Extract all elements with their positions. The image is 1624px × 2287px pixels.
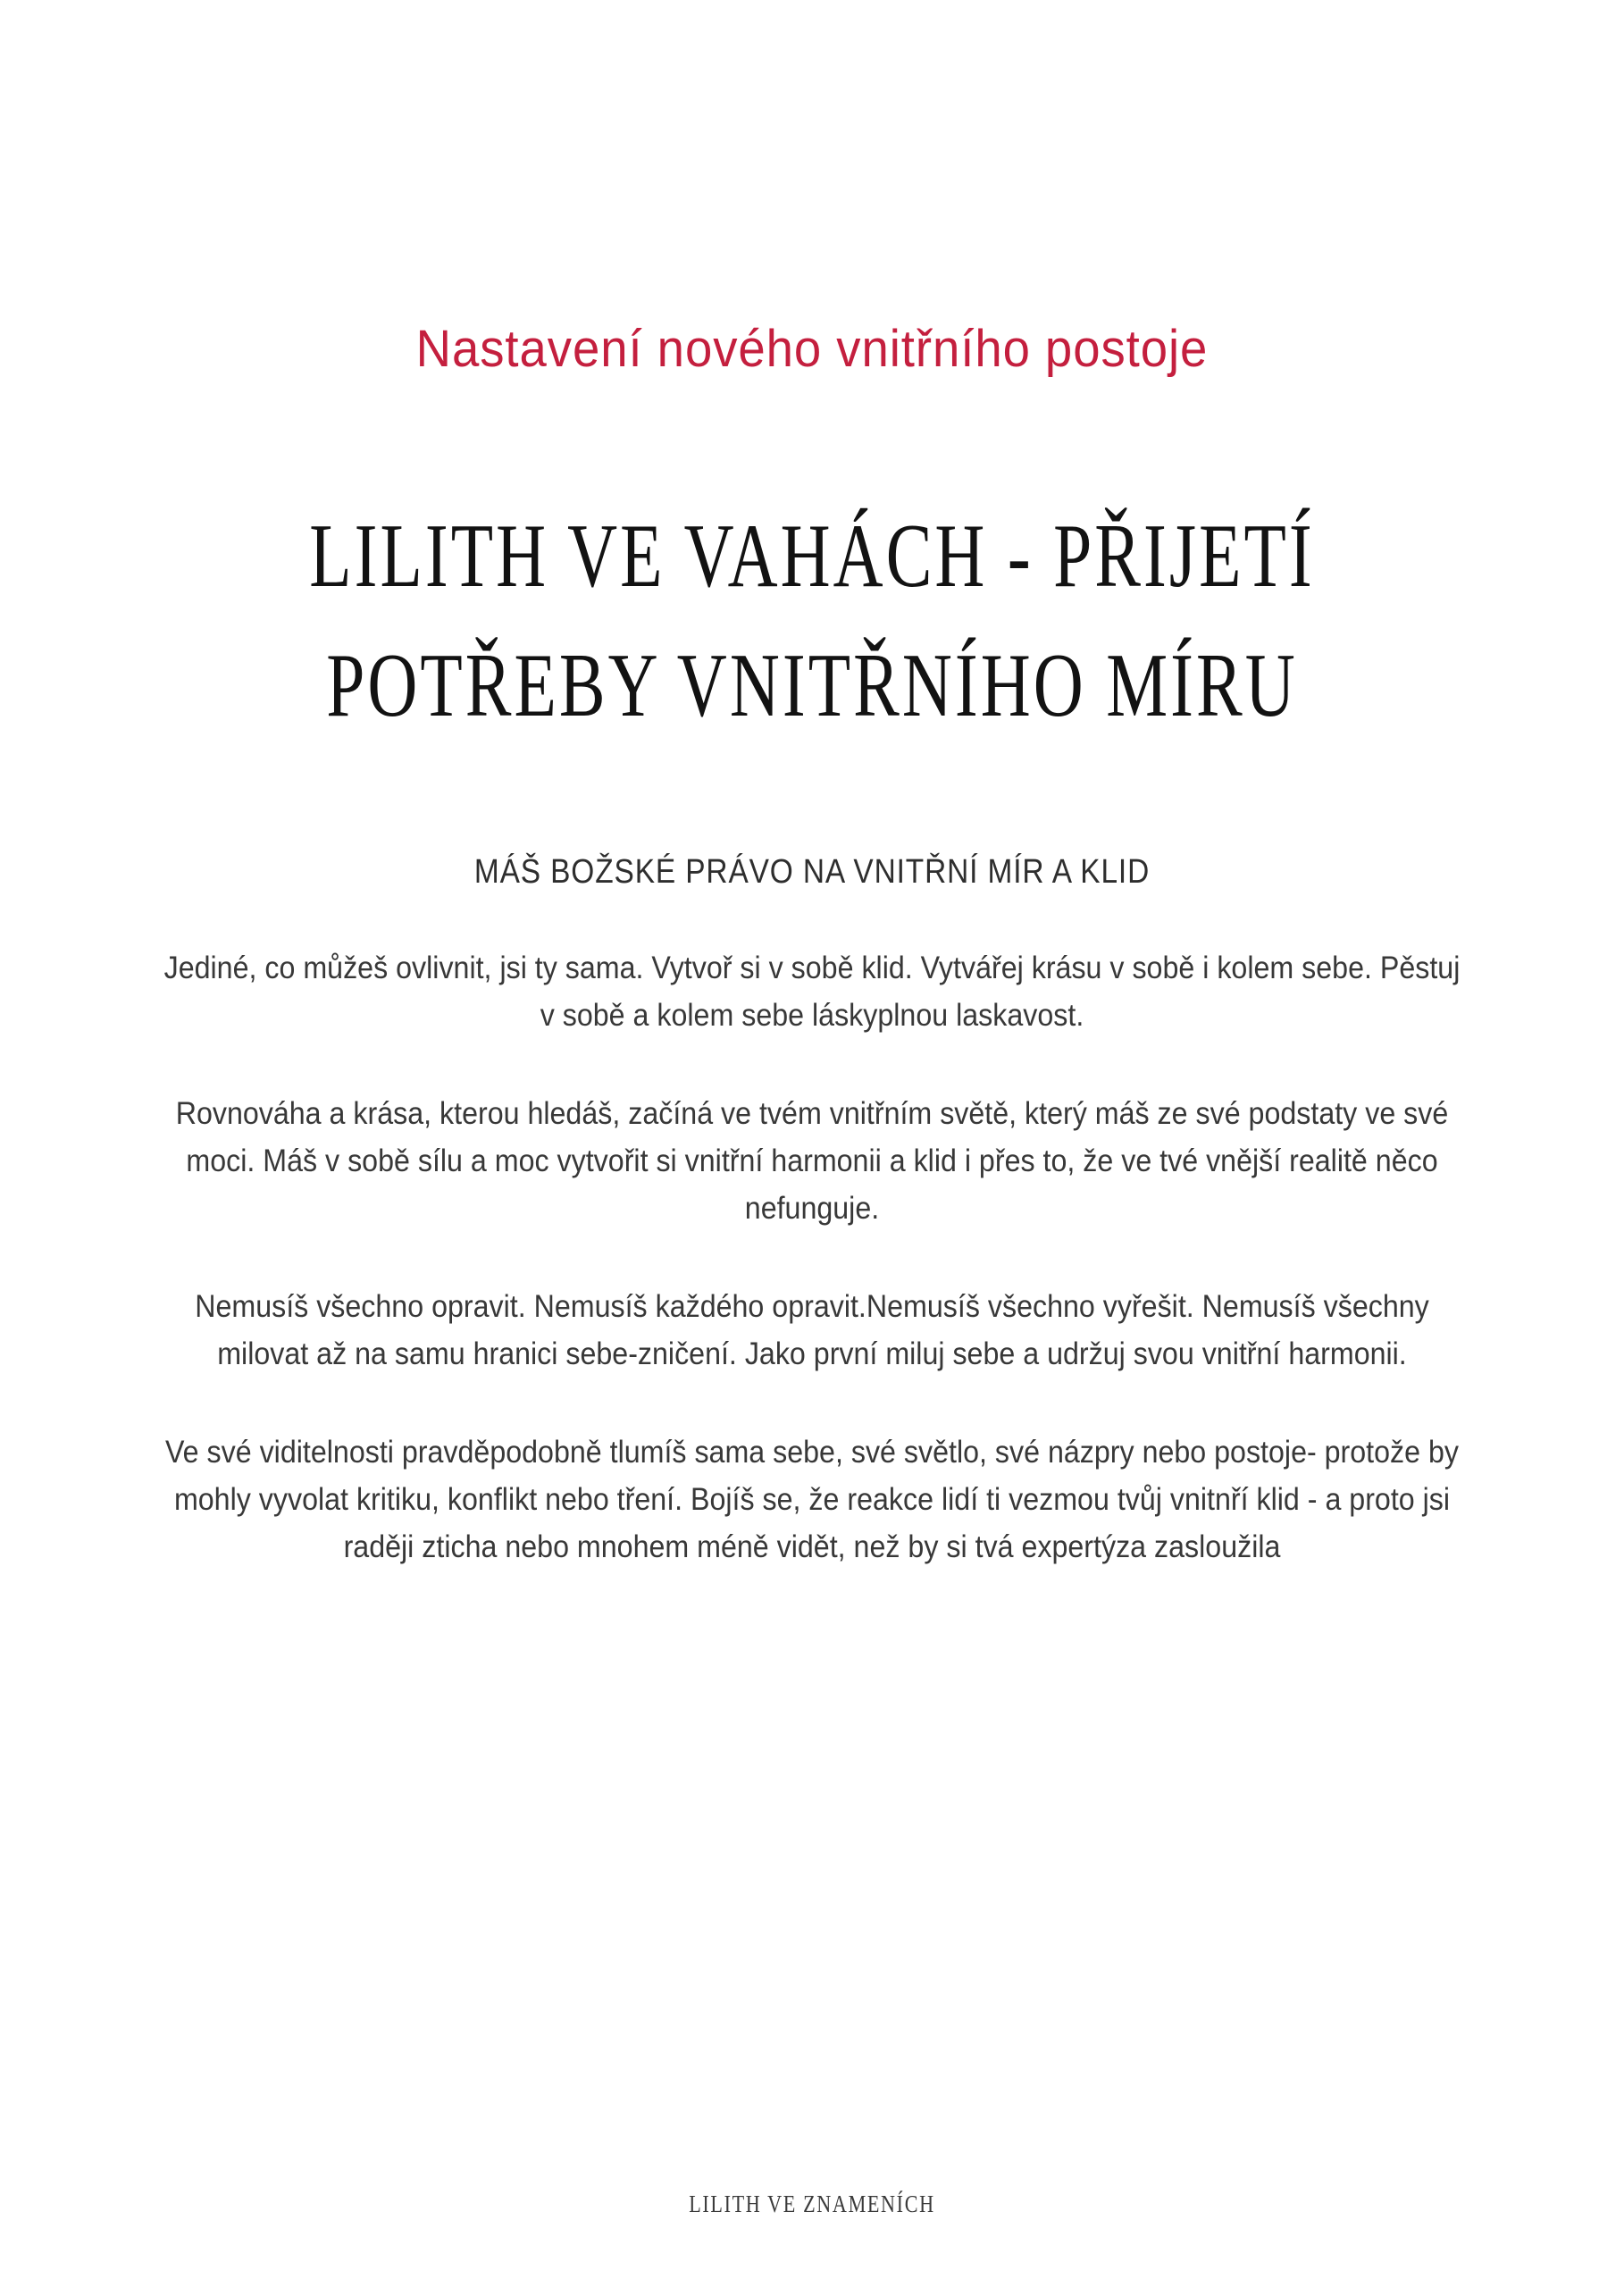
page-title: [195, 491, 1429, 750]
body-paragraph-2: Rovnováha a krása, kterou hledáš, začíná ve tvém vnitřním světě, který máš ze své podstaty ve své moci. Máš v sobě sílu a moc vytvořit si vnitřní harmonii a klid i přes to, že ve tvé vnější realitě něco nefunguje.: [175, 1096, 1449, 1226]
footer-text: LILITH VE ZNAMENÍCH: [689, 2191, 935, 2217]
body-paragraph-3: Nemusíš všechno opravit. Nemusíš každého opravit.Nemusíš všechno vyřešit. Nemusíš všechny milovat až na samu hranici sebe-zničení. Jako první miluj sebe a udržuj svou vnitřní harmonii.: [195, 1289, 1429, 1371]
body-paragraph-1: Jediné, co můžeš ovlivnit, jsi ty sama. Vytvoř si v sobě klid. Vytvářej krásu v sobě i kolem sebe. Pěstuj v sobě a kolem sebe láskyplnou laskavost.: [163, 951, 1461, 1033]
page-subtitle: Nastavení nového vnitřního postoje: [415, 320, 1209, 378]
page-title-line-2: POTŘEBY VNITŘNÍHO MÍRU: [326, 635, 1298, 736]
lead-heading: MÁŠ BOŽSKÉ PRÁVO NA VNITŘNÍ MÍR A KLID: [473, 853, 1151, 891]
page-title-line-1: LILITH VE VAHÁCH - PŘIJETÍ: [309, 506, 1315, 607]
body-paragraph-4: Ve své viditelnosti pravděpodobně tlumíš sama sebe, své světlo, své názpry nebo postoje- protože by mohly vyvolat kritiku, konflikt nebo tření. Bojíš se, že reakce lidí ti vezmou tvůj vnitnří klid - a proto jsi raději zticha nebo mnohem méně vidět, než by si tvá expertýza zasloužila: [164, 1435, 1460, 1564]
body-copy: [97, 944, 1527, 1571]
